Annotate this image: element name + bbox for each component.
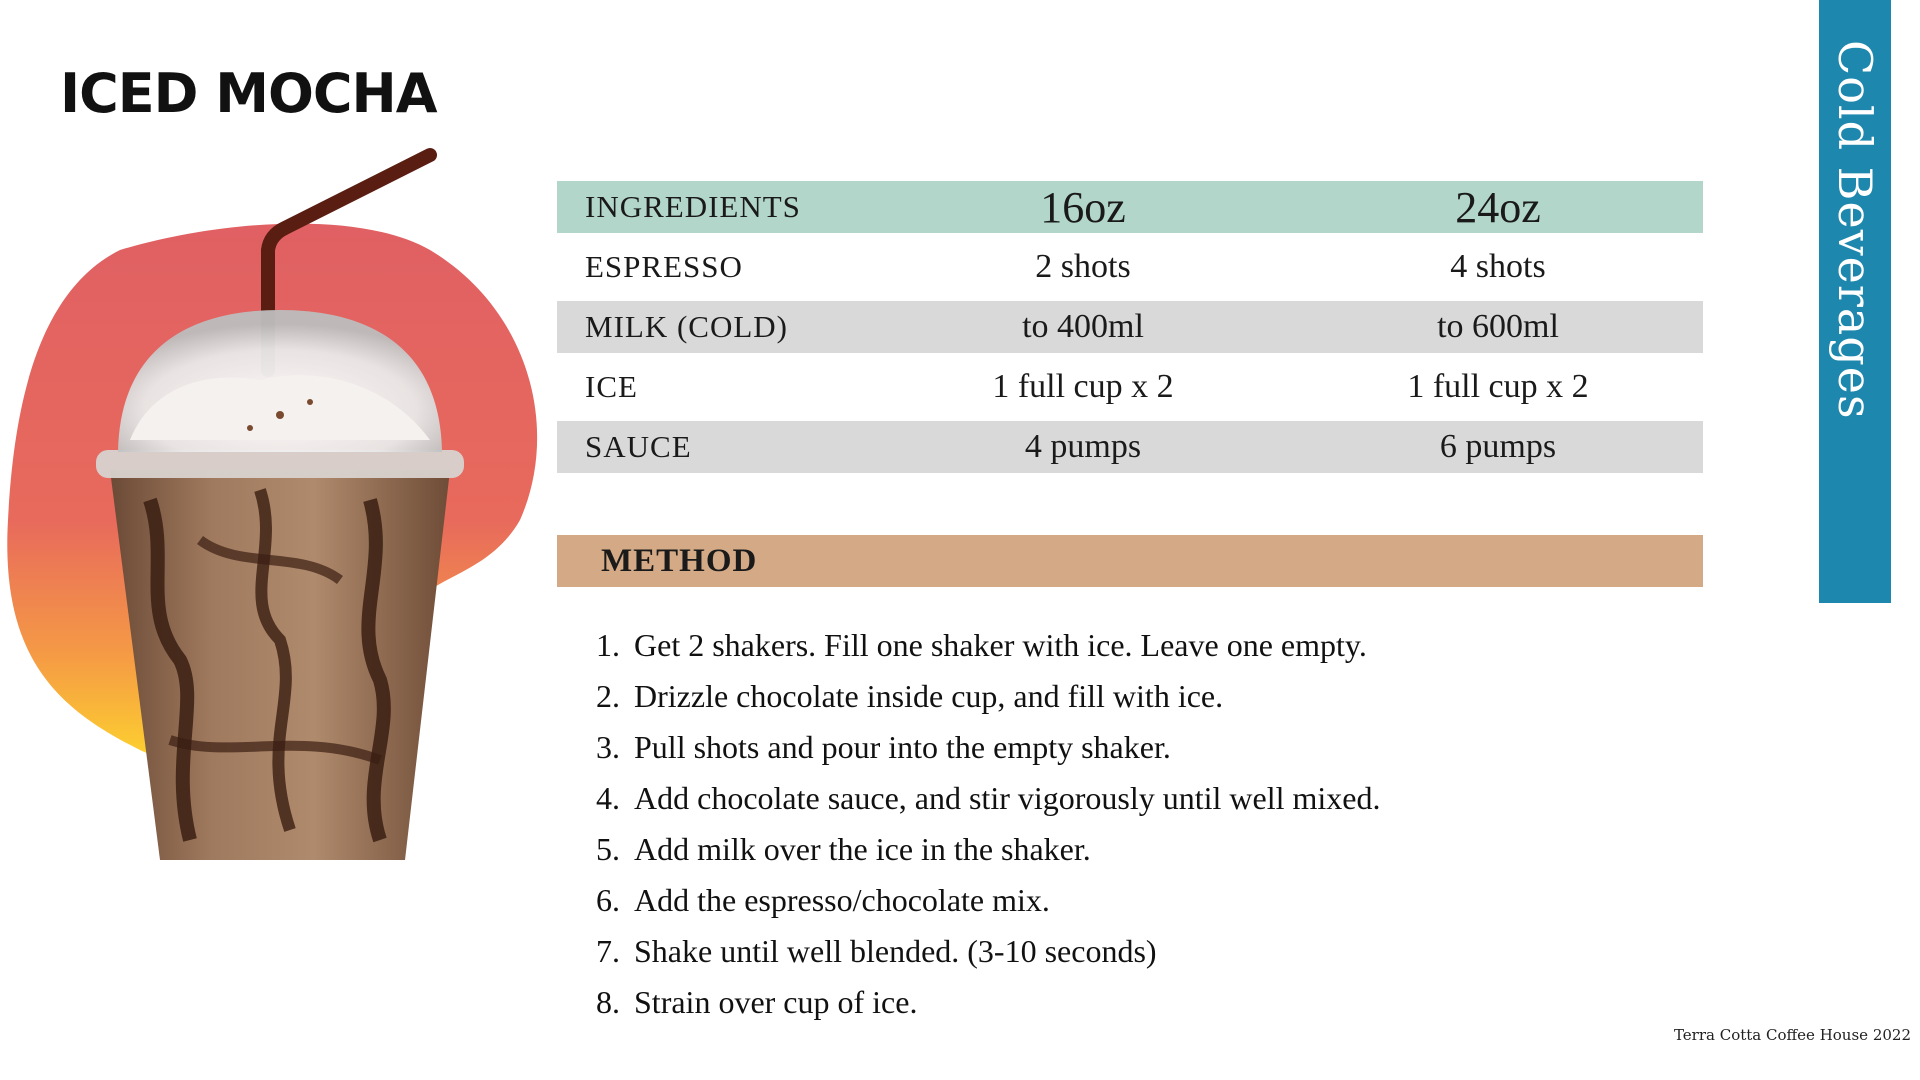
list-item: 3. Pull shots and pour into the empty shaker. [628, 722, 1728, 773]
list-item: 4. Add chocolate sauce, and stir vigorously until well mixed. [628, 773, 1728, 824]
list-item: 6. Add the espresso/chocolate mix. [628, 875, 1728, 926]
header-ingredients: INGREDIENTS [557, 181, 873, 233]
ingredients-header-row [557, 181, 1703, 233]
ingredient-name: ESPRESSO [585, 249, 743, 284]
list-item: 2. Drizzle chocolate inside cup, and fill with ice. [628, 671, 1728, 722]
table-row [557, 361, 1703, 413]
header-16oz: 16oz [873, 181, 1293, 233]
method-heading-bar [557, 535, 1703, 587]
amount-16oz: 1 full cup x 2 [992, 368, 1174, 405]
table-row [557, 421, 1703, 473]
footer-credit: Terra Cotta Coffee House 2022 [1673, 1026, 1911, 1044]
page-title: ICED MOCHA [60, 62, 437, 125]
header-24oz: 24oz [1293, 181, 1703, 233]
method-heading: METHOD [601, 543, 758, 579]
table-row [557, 301, 1703, 353]
list-item: 8. Strain over cup of ice. [628, 977, 1728, 1028]
list-item: 1. Get 2 shakers. Fill one shaker with ice. Leave one empty. [628, 620, 1728, 671]
category-tab [1819, 0, 1891, 603]
amount-24oz: 1 full cup x 2 [1407, 368, 1589, 405]
ingredient-name: MILK (COLD) [557, 301, 873, 353]
amount-24oz: 6 pumps [1293, 421, 1703, 473]
amount-16oz: to 400ml [873, 301, 1293, 353]
table-row [557, 241, 1703, 293]
list-item: 7. Shake until well blended. (3-10 seconds) [628, 926, 1728, 977]
ingredients-table [557, 173, 1703, 481]
category-tab-label: Cold Beverages [1828, 40, 1882, 420]
amount-24oz: 4 shots [1450, 248, 1546, 285]
ingredient-name: SAUCE [557, 421, 873, 473]
amount-16oz: 4 pumps [873, 421, 1293, 473]
amount-16oz: 2 shots [1035, 248, 1131, 285]
list-item: 5. Add milk over the ice in the shaker. [628, 824, 1728, 875]
amount-24oz: to 600ml [1293, 301, 1703, 353]
ingredient-name: ICE [585, 369, 638, 404]
method-steps-list [570, 620, 1728, 1028]
iced-mocha-illustration [0, 140, 560, 880]
